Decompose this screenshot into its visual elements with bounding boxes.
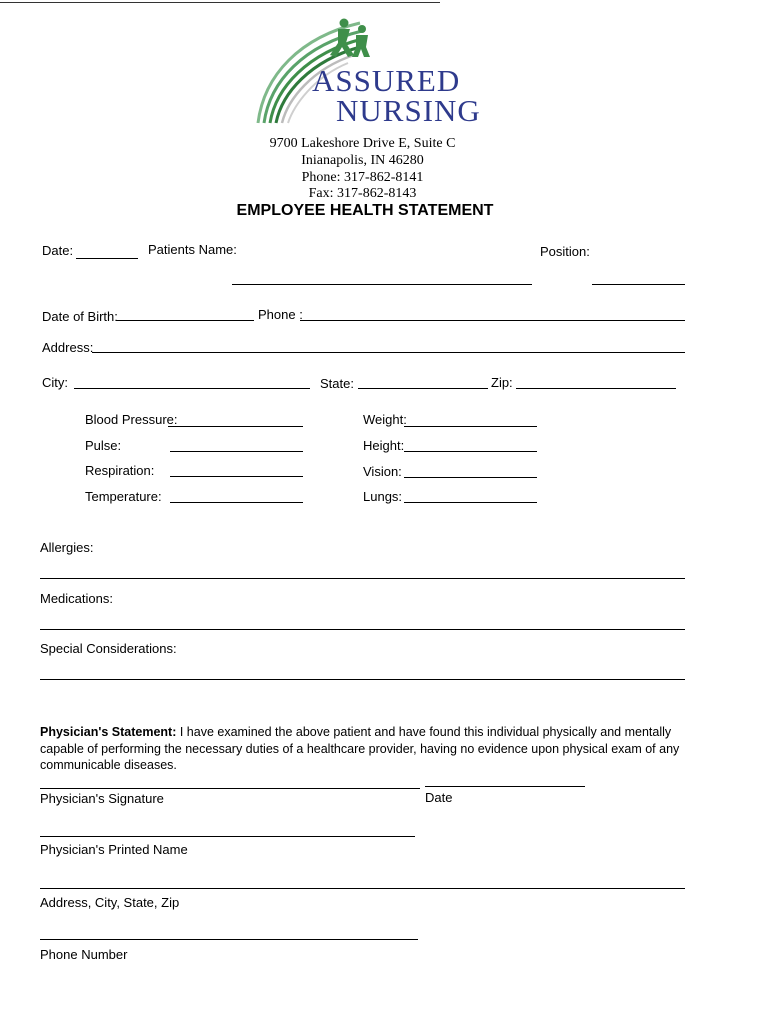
- lungs-label: Lungs:: [363, 489, 403, 504]
- company-phone: Phone: 317-862-8141: [301, 170, 424, 185]
- logo-text-assured: ASSURED: [312, 63, 461, 98]
- form-title: EMPLOYEE HEALTH STATEMENT: [236, 202, 494, 219]
- company-fax: Fax: 317-862-8143: [308, 186, 417, 201]
- city-label: City:: [42, 375, 68, 390]
- state-label: State:: [320, 376, 354, 391]
- zip-field[interactable]: [516, 388, 676, 389]
- position-label: Position:: [540, 244, 590, 259]
- physician-statement-label: Physician's Statement:: [40, 725, 177, 739]
- pulse-field[interactable]: [170, 451, 303, 452]
- special-considerations-field[interactable]: [40, 679, 685, 680]
- company-city: Inianapolis, IN 46280: [301, 153, 424, 168]
- address-label: Address:: [42, 340, 94, 355]
- blood-pressure-label: Blood Pressure:: [85, 412, 178, 427]
- phone-label: Phone :: [258, 307, 303, 322]
- physician-date-field[interactable]: [425, 786, 585, 787]
- company-street: 9700 Lakeshore Drive E, Suite C: [269, 136, 456, 151]
- physician-phone-label: Phone Number: [40, 947, 128, 962]
- date-of-birth-label: Date of Birth:: [42, 309, 118, 324]
- patients-name-label: Patients Name:: [148, 242, 237, 257]
- physician-date-label: Date: [425, 790, 453, 805]
- special-considerations-label: Special Considerations:: [40, 641, 177, 656]
- vision-label: Vision:: [363, 464, 402, 479]
- date-label: Date:: [42, 243, 74, 258]
- company-logo: [250, 15, 482, 127]
- weight-field[interactable]: [404, 426, 537, 427]
- temperature-field[interactable]: [170, 502, 303, 503]
- patients-name-field[interactable]: [232, 284, 532, 285]
- blood-pressure-field[interactable]: [168, 426, 303, 427]
- logo-text-nursing: NURSING: [336, 93, 481, 128]
- height-label: Height:: [363, 438, 405, 453]
- phone-field[interactable]: [300, 320, 685, 321]
- lungs-field[interactable]: [404, 502, 537, 503]
- position-field[interactable]: [592, 284, 685, 285]
- respiration-field[interactable]: [170, 476, 303, 477]
- physician-printed-name-label: Physician's Printed Name: [40, 842, 188, 857]
- physician-signature-field[interactable]: [40, 788, 420, 789]
- address-field[interactable]: [92, 352, 685, 353]
- zip-label: Zip:: [491, 375, 513, 390]
- date-of-birth-field[interactable]: [116, 320, 254, 321]
- allergies-label: Allergies:: [40, 540, 94, 555]
- pulse-label: Pulse:: [85, 438, 122, 453]
- date-field[interactable]: [76, 258, 138, 259]
- vision-field[interactable]: [404, 477, 537, 478]
- temperature-label: Temperature:: [85, 489, 162, 504]
- allergies-field[interactable]: [40, 578, 685, 579]
- respiration-label: Respiration:: [85, 463, 155, 478]
- physician-phone-field[interactable]: [40, 939, 418, 940]
- state-field[interactable]: [358, 388, 488, 389]
- height-field[interactable]: [404, 451, 537, 452]
- medications-field[interactable]: [40, 629, 685, 630]
- physician-address-label: Address, City, State, Zip: [40, 895, 180, 910]
- medications-label: Medications:: [40, 591, 113, 606]
- top-rule: [0, 2, 440, 3]
- physician-address-field[interactable]: [40, 888, 685, 889]
- weight-label: Weight:: [363, 412, 407, 427]
- physician-signature-label: Physician's Signature: [40, 791, 164, 806]
- physician-printed-name-field[interactable]: [40, 836, 415, 837]
- physician-statement-text: I have examined the above patient and have found this individual physically and mentally capable of performing the necessary duties of a healthcare provider, having no evidence upon physical exam of any communicable diseases.: [40, 725, 680, 772]
- physician-statement: [40, 724, 688, 774]
- city-field[interactable]: [74, 388, 310, 389]
